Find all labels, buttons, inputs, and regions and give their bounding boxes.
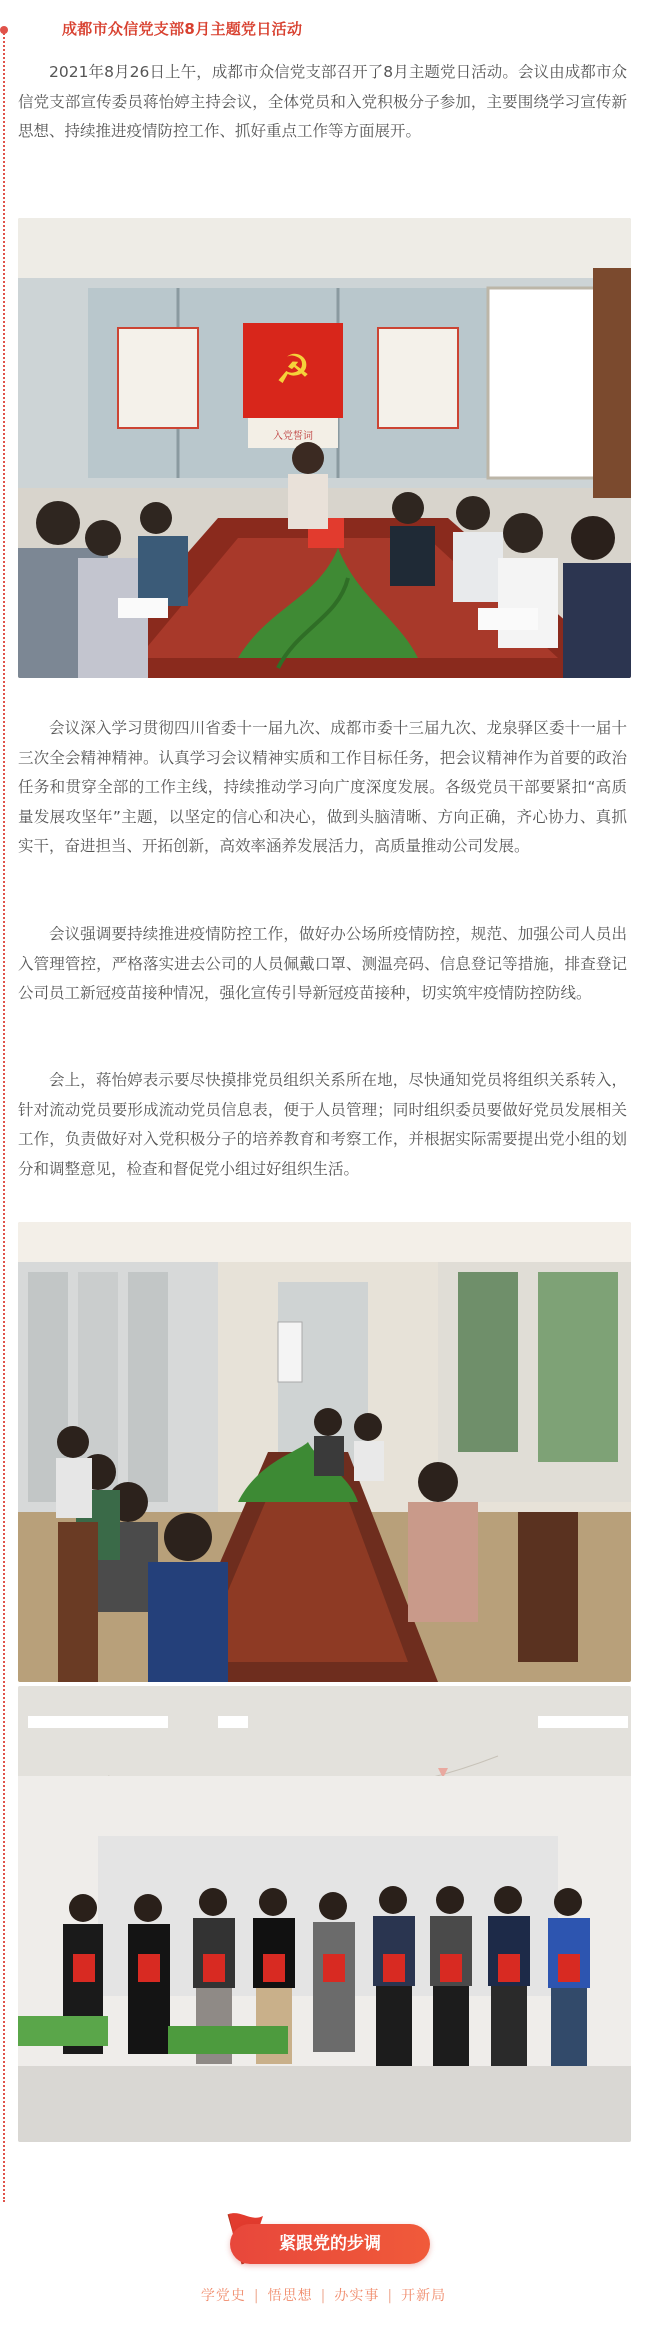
board-caption: 入党誓词 xyxy=(273,431,313,442)
paragraph-study: 会议深入学习贯彻四川省委十一届九次、成都市委十三届九次、龙泉驿区委十一届十三次全会精神精神。认真学习会议精神实质和工作目标任务，把会议精神作为首要的政治任务和贯穿全部的工作主线，持续推动学习向广度深度发展。各级党员干部要紧扣“高质量发展攻坚年”主题，以坚定的信心和决心，做到头脑清晰、方向正确，齐心协力、真抓实干，奋进担当、开拓创新，高效率涵养发展活力，高质量推动公司发展。 xyxy=(18,719,627,855)
paragraph-intro: 2021年8月26日上午，成都市众信党支部召开了8月主题党日活动。会议由成都市众信党支部宣传委员蒋怡婷主持会议，全体党员和入党积极分子参加，主要围绕学习宣传新思想、持续推进疫情防控工作、抓好重点工作等方面展开。 xyxy=(18,63,627,140)
article-title: 成都市众信党支部8月主题党日活动 xyxy=(62,20,303,38)
title-bullet-dot xyxy=(0,26,8,34)
footer-tags: 学党史 | 悟思想 | 办实事 | 开新局 xyxy=(0,2285,647,2305)
paragraph-organization: 会上，蒋怡婷表示要尽快摸排党员组织关系所在地，尽快通知党员将组织关系转入，针对流动党员要形成流动党员信息表，便于人员管理；同时组织委员要做好党员发展相关工作，负责做好对入党积极分子的培养教育和考察工作，并根据实际需要提出党小组的划分和调整意见，检查和督促党小组过好组织生活。 xyxy=(18,1071,627,1178)
paragraph-epidemic: 会议强调要持续推进疫情防控工作，做好办公场所疫情防控，规范、加强公司人员出入管理管控，严格落实进去公司的人员佩戴口罩、测温亮码、信息登记等措施，排查登记公司员工新冠疫苗接种情况，强化宣传引导新冠疫苗接种，切实筑牢疫情防控防线。 xyxy=(18,925,627,1002)
meeting-photo-1 xyxy=(18,218,631,678)
footer-ribbon: 紧跟党的步调 xyxy=(230,2224,430,2264)
svg-text:☭: ☭ xyxy=(275,347,311,393)
group-photo xyxy=(18,1686,631,2142)
meeting-photo-2 xyxy=(18,1222,631,1682)
footer-tag: 悟思想 xyxy=(267,2288,313,2304)
footer-tag: 学党史 xyxy=(200,2288,246,2304)
footer-tag: 开新局 xyxy=(401,2288,447,2304)
footer-tag: 办实事 xyxy=(334,2288,380,2304)
left-dotted-rule xyxy=(3,30,5,2202)
